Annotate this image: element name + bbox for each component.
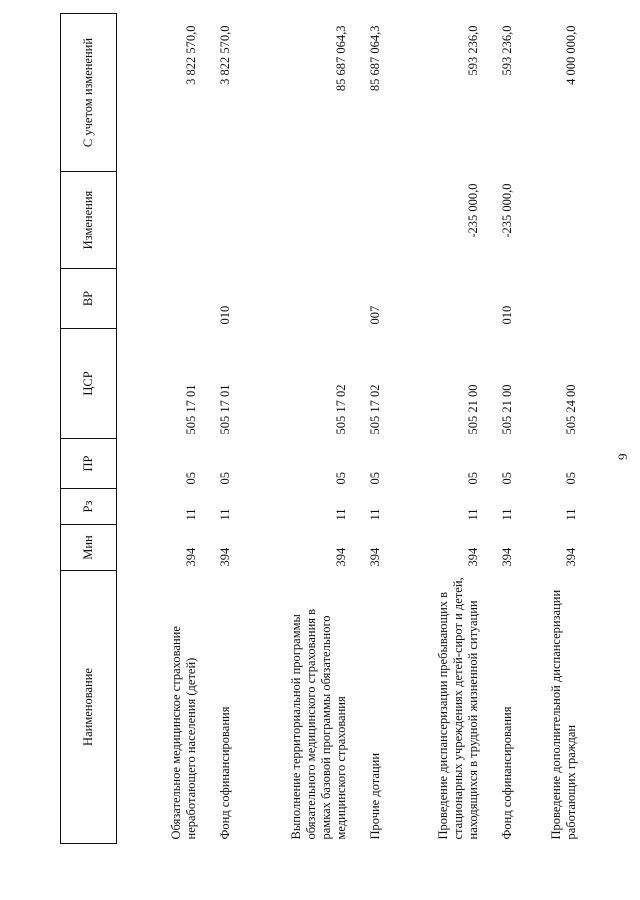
cell-vr [117, 269, 200, 329]
cell-total: 593 236,0 [466, 25, 480, 76]
header-changes: Изменения [61, 172, 117, 269]
cell-pr: 05 [334, 472, 348, 485]
header-name: Наименование [61, 571, 117, 844]
cell-name: Проведение диспансеризации пребывающих в стационарных учреждениях детей-сирот и детей, находящихся в трудной жизненной ситуации [436, 577, 480, 840]
cell-min: 394 [564, 547, 578, 567]
cell-rz: 11 [466, 508, 480, 521]
budget-table [60, 13, 579, 844]
cell-csr: 505 17 02 [334, 384, 348, 435]
table-row [233, 14, 349, 844]
header-rz: Рз [61, 489, 117, 525]
cell-name: Фонд софинансирования [500, 706, 514, 840]
table-row [117, 14, 200, 844]
cell-min: 394 [368, 547, 382, 567]
cell-csr: 505 17 01 [184, 384, 198, 435]
cell-min: 394 [334, 547, 348, 567]
table-row [515, 14, 579, 844]
cell-total: 4 000 000,0 [564, 25, 578, 85]
cell-min: 394 [466, 547, 480, 567]
header-vr: ВР [61, 269, 117, 329]
header-csr: ЦСР [61, 329, 117, 439]
cell-min: 394 [218, 547, 232, 567]
table-row [199, 14, 233, 844]
cell-pr: 05 [368, 472, 382, 485]
cell-vr [383, 269, 481, 329]
page-number: 9 [615, 453, 630, 460]
cell-vr: 007 [368, 305, 382, 325]
cell-pr: 05 [218, 472, 232, 485]
cell-changes [515, 172, 579, 269]
cell-rz: 11 [564, 508, 578, 521]
cell-name: Проведение дополнительной диспансеризации работающих граждан [549, 589, 578, 840]
cell-total: 3 822 570,0 [184, 25, 198, 85]
cell-total: 85 687 064,3 [368, 25, 382, 92]
cell-changes [233, 172, 349, 269]
cell-changes [117, 172, 200, 269]
cell-rz: 11 [368, 508, 382, 521]
table-header-row [61, 14, 117, 844]
cell-vr [233, 269, 349, 329]
cell-vr: 010 [218, 305, 232, 325]
cell-csr: 505 21 00 [500, 384, 514, 435]
header-pr: ПР [61, 439, 117, 489]
header-min: Мин [61, 525, 117, 571]
cell-rz: 11 [500, 508, 514, 521]
cell-rz: 11 [334, 508, 348, 521]
cell-pr: 05 [466, 472, 480, 485]
cell-csr: 505 24 00 [564, 384, 578, 435]
cell-pr: 05 [564, 472, 578, 485]
cell-csr: 505 17 02 [368, 384, 382, 435]
cell-name: Обязательное медицинское страхование неработающего населения (детей) [169, 626, 198, 840]
cell-total: 3 822 570,0 [218, 25, 232, 85]
cell-rz: 11 [218, 508, 232, 521]
cell-pr: 05 [500, 472, 514, 485]
cell-csr: 505 21 00 [466, 384, 480, 435]
cell-total: 85 687 064,3 [334, 25, 348, 92]
cell-pr: 05 [184, 472, 198, 485]
table-row [349, 14, 383, 844]
cell-vr: 010 [500, 305, 514, 325]
cell-changes: -235 000,0 [500, 183, 514, 238]
cell-total: 593 236,0 [500, 25, 514, 76]
cell-changes: -235 000,0 [466, 183, 480, 238]
table-row [481, 14, 515, 844]
cell-name: Выполнение территориальной программы обязательного медицинского страхования в рамках базовой программы обязательного медицинского страхования [289, 608, 348, 840]
cell-vr [515, 269, 579, 329]
cell-min: 394 [184, 547, 198, 567]
cell-min: 394 [500, 547, 514, 567]
header-total: С учетом изменений [61, 14, 117, 172]
cell-name: Фонд софинансирования [218, 706, 232, 840]
cell-name: Прочие дотации [368, 752, 382, 840]
cell-csr: 505 17 01 [218, 384, 232, 435]
cell-rz: 11 [184, 508, 198, 521]
table-row [383, 14, 481, 844]
cell-changes [199, 172, 233, 269]
cell-changes [349, 172, 383, 269]
